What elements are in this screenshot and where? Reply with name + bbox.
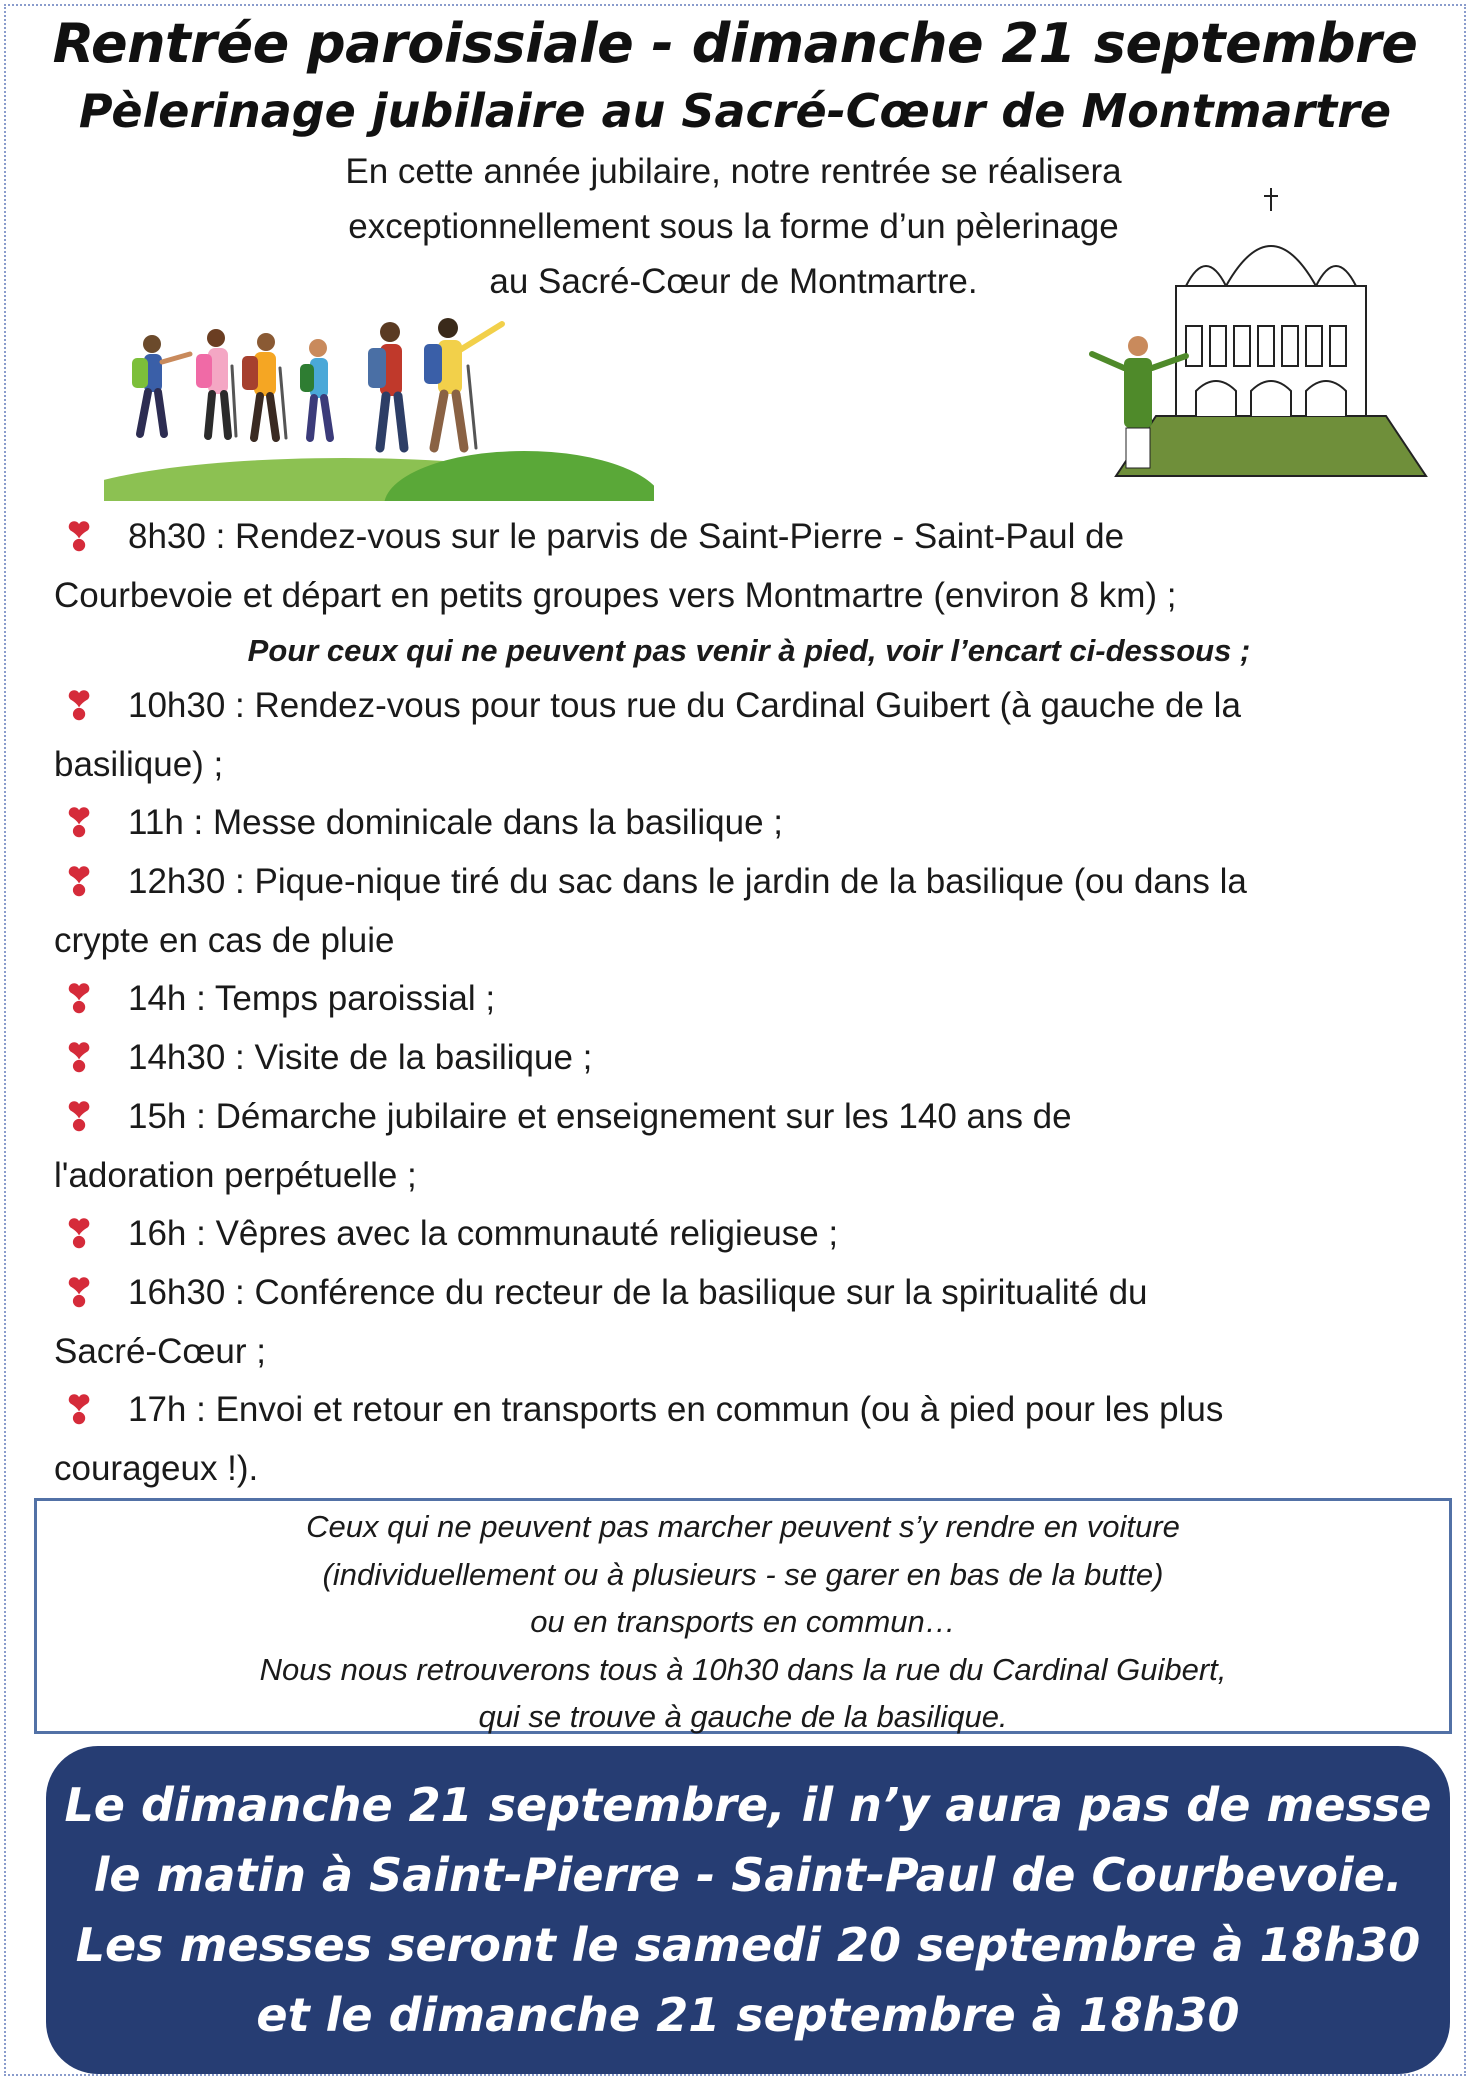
page-title: Rentrée paroissiale - dimanche 21 septembre [52,12,1418,75]
heart-exclamation-icon: ❣ [63,862,95,904]
heart-exclamation-icon: ❣ [63,686,95,728]
schedule-item: ❣ 11h : Messe dominicale dans la basilique ; [54,794,1464,853]
box-line: ou en transports en commun… [530,1604,956,1639]
box-line: Ceux qui ne peuvent pas marcher peuvent s’y rendre en voiture [306,1509,1180,1544]
heart-exclamation-icon: ❣ [63,1038,95,1080]
schedule-item: ❣ 15h : Démarche jubilaire et enseignement sur les 140 ans de l'adoration perpétuelle ; [54,1088,1464,1205]
schedule-item: ❣ 12h30 : Pique-nique tiré du sac dans le jardin de la basilique (ou dans la crypte en cas de pluie [54,853,1464,970]
schedule-item: ❣ 8h30 : Rendez-vous sur le parvis de Saint-Pierre - Saint-Paul de Courbevoie et départ en petits groupes vers Montmartre (environ 8 km) ; [54,508,1464,625]
page-subtitle: Pèlerinage jubilaire au Sacré-Cœur de Montmartre [78,84,1392,138]
walking-note: Pour ceux qui ne peuvent pas venir à pied, voir l’encart ci-dessous ; [247,633,1251,668]
schedule-item: ❣ 10h30 : Rendez-vous pour tous rue du Cardinal Guibert (à gauche de la basilique) ; [54,677,1464,794]
banner-line: et le dimanche 21 septembre à 18h30 [256,1988,1240,2042]
box-line: qui se trouve à gauche de la basilique. [478,1699,1008,1734]
intro-line: exceptionnellement sous la forme d’un pèlerinage [348,207,1119,246]
schedule-list [54,508,1464,1498]
schedule-item: ❣ 14h : Temps paroissial ; [54,970,1464,1029]
schedule-item: ❣ 17h : Envoi et retour en transports en commun (ou à pied pour les plus courageux !). [54,1381,1464,1498]
transport-info-box [34,1498,1452,1734]
banner-line: le matin à Saint-Pierre - Saint-Paul de Courbevoie. [93,1848,1403,1902]
heart-exclamation-icon: ❣ [63,803,95,845]
schedule-item: ❣ 14h30 : Visite de la basilique ; [54,1029,1464,1088]
intro-line: au Sacré-Cœur de Montmartre. [489,262,978,301]
flyer-page [4,4,1466,2076]
banner-line: Les messes seront le samedi 20 septembre à 18h30 [75,1918,1421,1972]
box-line: Nous nous retrouverons tous à 10h30 dans la rue du Cardinal Guibert, [259,1651,1227,1687]
heart-exclamation-icon: ❣ [63,1214,95,1256]
schedule-item: ❣ 16h : Vêpres avec la communauté religieuse ; [54,1205,1464,1264]
intro-text [236,144,1231,309]
heart-exclamation-icon: ❣ [63,979,95,1021]
basilica-illustration [1086,166,1456,486]
box-line: (individuellement ou à plusieurs - se garer en bas de la butte) [322,1556,1164,1592]
mass-notice-banner [46,1746,1450,2074]
hikers-illustration [104,316,654,501]
intro-line: En cette année jubilaire, notre rentrée se réalisera [345,152,1122,191]
heart-exclamation-icon: ❣ [63,1273,95,1315]
heart-exclamation-icon: ❣ [63,517,95,559]
heart-exclamation-icon: ❣ [63,1390,95,1432]
heart-exclamation-icon: ❣ [63,1097,95,1139]
schedule-item: ❣ 16h30 : Conférence du recteur de la basilique sur la spiritualité du Sacré-Cœur ; [54,1264,1464,1381]
banner-line: Le dimanche 21 septembre, il n’y aura pas de messe [64,1778,1432,1832]
